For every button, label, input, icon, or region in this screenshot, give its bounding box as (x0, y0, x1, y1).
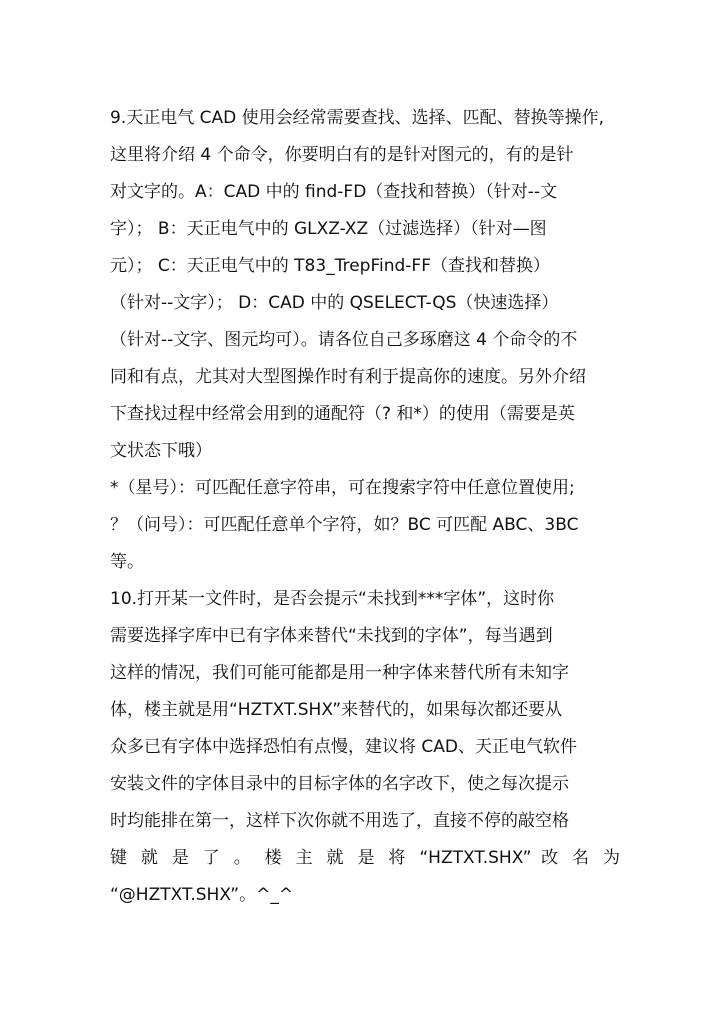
text-line: 同和有点，尤其对大型图操作时有利于提高你的速度。另外介绍 (110, 367, 586, 387)
text-line: 这里将介绍 4 个命令，你要明白有的是针对图元的，有的是针 (110, 145, 574, 165)
text-line: （针对--文字、图元均可）。请各位自己多琢磨这 4 个命令的不 (110, 330, 578, 350)
text-line: 元）； C：天正电气中的 T83_TrepFind-FF（查找和替换） (110, 256, 550, 276)
text-line: 需要选择字库中已有字体来替代“未找到的字体”，每当遇到 (110, 626, 553, 646)
text-line: 众多已有字体中选择恐怕有点慢，建议将 CAD、天正电气软件 (110, 737, 577, 757)
text-line: 下查找过程中经常会用到的通配符（? 和*）的使用（需要是英 (110, 404, 575, 424)
text-line: 这样的情况，我们可能可能都是用一种字体来替代所有未知字 (110, 663, 569, 683)
text-line: （针对--文字）； D：CAD 中的 QSELECT-QS（快速选择） (110, 293, 559, 313)
text-line: 键 就 是 了 。 楼 主 就 是 将 “HZTXT.SHX” 改 名 为 (110, 848, 620, 868)
text-line: 时均能排在第一，这样下次你就不用选了，直接不停的敲空格 (110, 811, 569, 831)
text-line: 安装文件的字体目录中的目标字体的名字改下，使之每次提示 (110, 774, 569, 794)
document-body (110, 100, 620, 914)
text-line: 字）； B：天正电气中的 GLXZ-XZ（过滤选择）（针对—图 (110, 219, 547, 239)
text-line: 10.打开某一文件时，是否会提示“未找到***字体”，这时你 (110, 589, 555, 609)
text-line: 等。 (110, 552, 144, 572)
text-line: 体，楼主就是用“HZTXT.SHX”来替代的，如果每次都还要从 (110, 700, 563, 720)
text-line: ？（问号）：可匹配任意单个字符，如？BC 可匹配 ABC、3BC (110, 515, 579, 535)
text-line: 9.天正电气 CAD 使用会经常需要查找、选择、匹配、替换等操作, (110, 108, 605, 128)
text-line: 对文字的。A：CAD 中的 find-FD（查找和替换）（针对--文 (110, 182, 558, 202)
text-line: 文状态下哦） (110, 441, 212, 461)
text-line: “@HZTXT.SHX”。^_^ (110, 885, 294, 905)
text-line: *（星号）：可匹配任意字符串，可在搜索字符中任意位置使用; (110, 478, 575, 498)
